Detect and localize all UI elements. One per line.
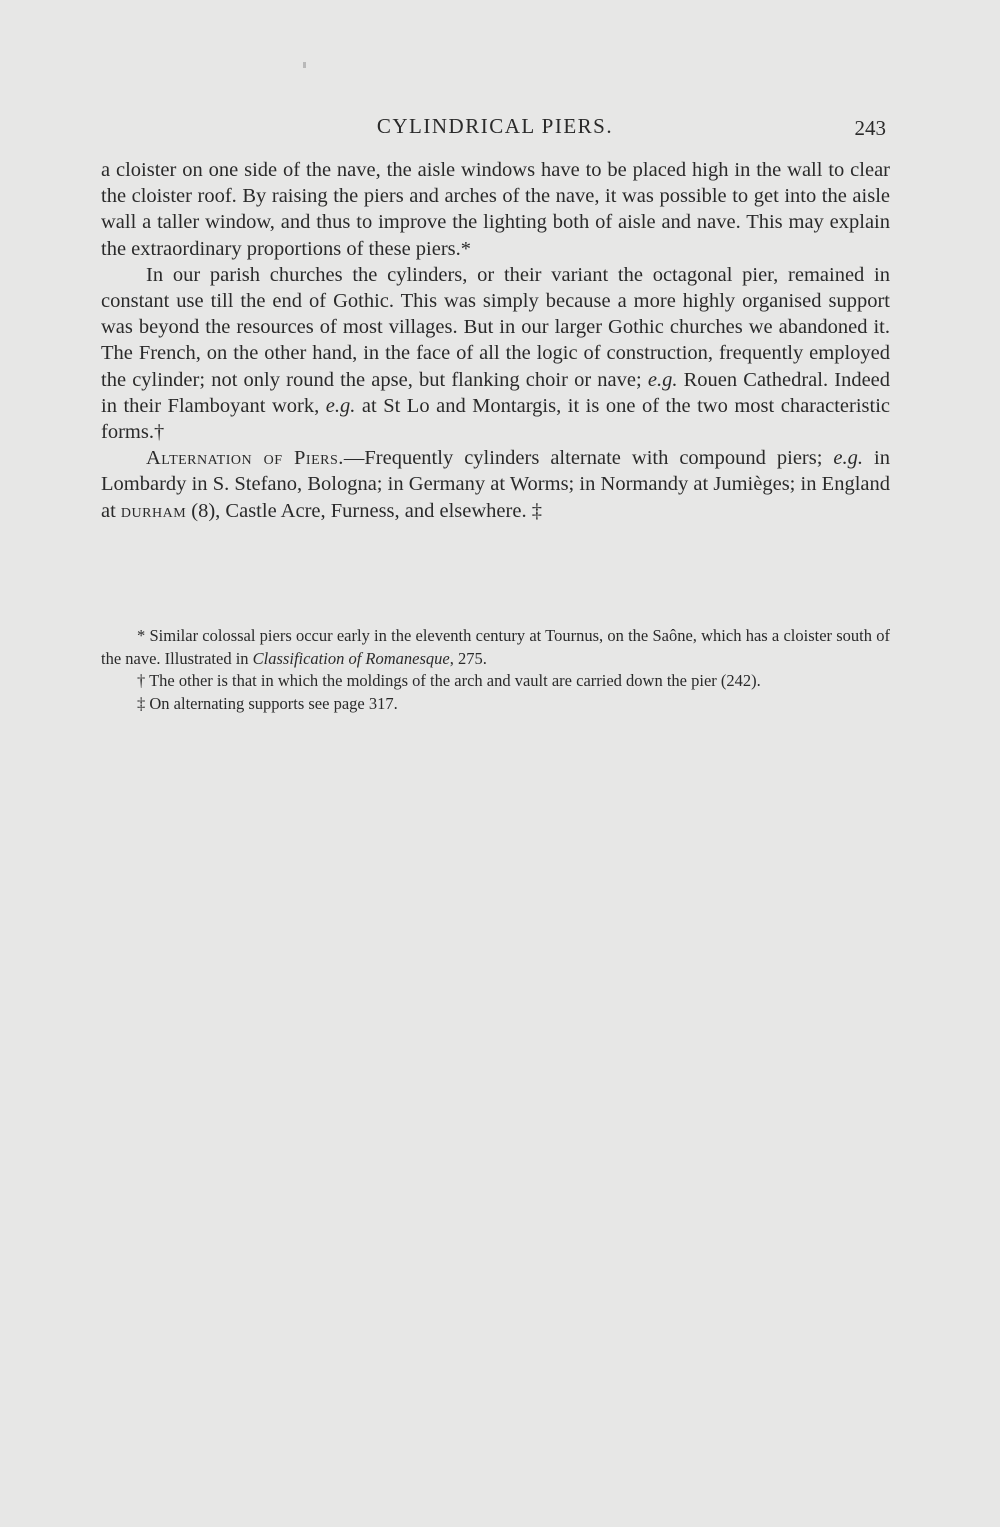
text-run: at St Lo and Montargis, it is one of the two most characteristic forms.† <box>101 394 890 444</box>
eg-abbreviation: e.g. <box>833 447 864 470</box>
text-run: In our parish churches the cylinders, or their variant the octagonal pier, remained in constant use till the end of Gothic. This was simply because a more highly organised support was beyond the resources of most villages. But in our larger Gothic churches we abandoned it. The French, on the other hand, in the face of all the logic of construction, frequently employed the cylinder; not only round the apse, but flanking choir or nave; <box>101 263 890 391</box>
paper-speck <box>303 62 306 68</box>
footnotes <box>101 625 890 715</box>
paragraph-parish-churches <box>101 262 890 445</box>
footnote-text: * Similar colossal piers occur early in the eleventh century at Tournus, on the Saône, which has a cloister south of the nave. Illustrated in <box>101 626 890 668</box>
text-run: (8), Castle Acre, Furness, and elsewhere. ‡ <box>191 499 542 522</box>
running-title: CYLINDRICAL PIERS. <box>376 114 614 138</box>
eg-abbreviation: e.g. <box>325 394 356 417</box>
book-reference: Classification of Romanesque <box>252 648 450 668</box>
text-run: Rouen Cathedral. Indeed in their Flamboyant work, <box>101 368 891 417</box>
text-run: —Frequently cylinders alternate with compound piers; <box>343 447 823 470</box>
page-number: 243 <box>854 116 886 140</box>
section-heading: Alternation of Piers. <box>146 447 344 470</box>
page-header <box>100 110 890 144</box>
text-run: in Lombardy in S. Stefano, Bologna; in Germany at Worms; in Normandy at Jumièges; in England at <box>101 447 890 522</box>
footnote-double-dagger: ‡ On alternating supports see page 317. <box>137 693 398 713</box>
paragraph-alternation <box>101 445 890 524</box>
footnote-text: , 275. <box>449 648 487 668</box>
footnote-asterisk <box>101 625 890 670</box>
paragraph-cloister: a cloister on one side of the nave, the aisle windows have to be placed high in the wall to clear the cloister roof. By raising the piers and arches of the nave, it was possible to get into the aisle wall a taller window, and thus to improve the lighting both of aisle and nave. This may explain the extraordinary proportions of these piers.* <box>101 159 890 260</box>
durham-reference: durham <box>120 499 187 522</box>
footnote-dagger: † The other is that in which the moldings of the arch and vault are carried down the pier (242). <box>137 671 761 690</box>
eg-abbreviation: e.g. <box>647 368 678 391</box>
body-text <box>101 157 890 524</box>
